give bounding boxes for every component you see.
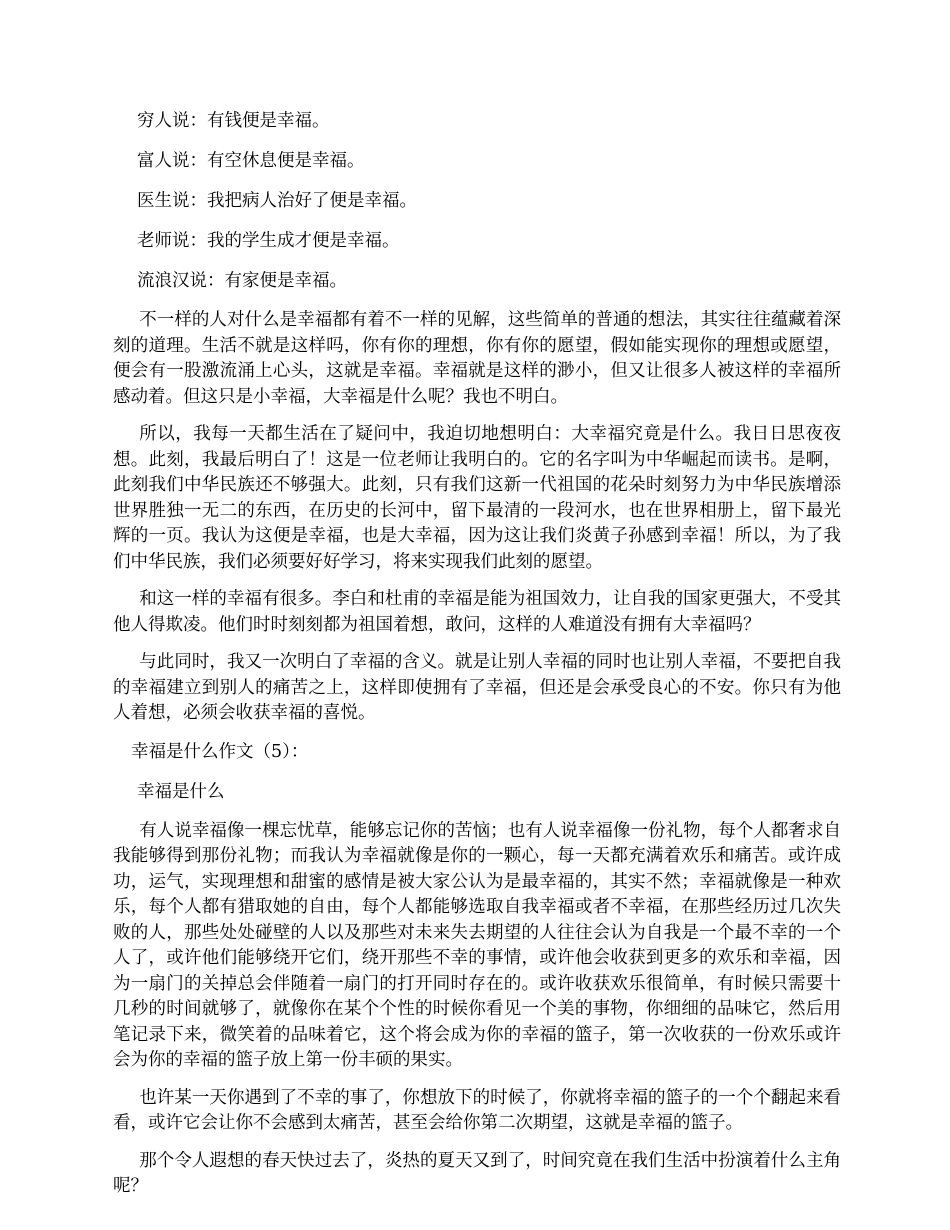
document-page	[113, 108, 841, 1212]
section-heading: 幸福是什么作文（5）：	[131, 741, 309, 762]
paragraph-5: 有人说幸福像一棵忘忧草，能够忘记你的苦恼；也有人说幸福像一份礼物，每个人都奢求自我能够得到那份礼物；而我认为幸福就像是你的一颗心，每一天都充满着欢乐和痛苦。或许成功，运气，实现理想和甜蜜的感情是被大家公认为是最幸福的，其实不然；幸福就像是一种欢乐，每个人都有猎取她的自由，每个人都能够选取自我幸福或者不幸福，在那些经历过几次失败的人，那些处处碰壁的人以及那些对未来失去期望的人往往会认为自我是一个最不幸的一个人了，或许他们能够绕开它们，绕开那些不幸的事情，或许他会收获到更多的欢乐和幸福，因为一扇门的关掉总会伴随着一扇门的打开同时存在的。或许收获欢乐很简单，有时候只需要十几秒的时间就够了，就像你在某个个性的时候你看见一个美的事物，你细细的品味它，然后用笔记录下来，微笑着的品味着它，这个将会成为你的幸福的篮子，第一次收获的一份欢乐或许会为你的幸福的篮子放上第一份丰硕的果实。	[113, 820, 841, 1070]
paragraph-6: 也许某一天你遇到了不幸的事了，你想放下的时候了，你就将幸福的篮子的一个个翻起来看看，或许它会让你不会感到太痛苦，甚至会给你第二次期望，这就是幸福的篮子。	[113, 1087, 841, 1133]
essay-title: 幸福是什么	[137, 781, 225, 802]
paragraph-4: 与此同时，我又一次明白了幸福的含义。就是让别人幸福的同时也让别人幸福，不要把自我的幸福建立到别人的痛苦之上，这样即使拥有了幸福，但还是会承受良心的不安。你只有为他人着想，必须会收获幸福的喜悦。	[113, 652, 841, 723]
paragraph-7: 那个令人遐想的春天快过去了，炎热的夏天又到了，时间究竟在我们生活中扮演着什么主角呢？	[113, 1150, 841, 1196]
paragraph-3: 和这一样的幸福有很多。李白和杜甫的幸福是能为祖国效力，让自我的国家更强大，不受其他人得欺凌。他们时时刻刻都为祖国着想，敢问，这样的人难道没有拥有大幸福吗？	[113, 589, 841, 635]
saying-vagrant: 流浪汉说：有家便是幸福。	[137, 271, 347, 291]
paragraph-2: 所以，我每一天都生活在了疑问中，我迫切地想明白：大幸福究竟是什么。我日日思夜夜想。此刻，我最后明白了！这是一位老师让我明白的。它的名字叫为中华崛起而读书。是啊，此刻我们中华民族还不够强大。此刻，只有我们这新一代祖国的花朵时刻努力为中华民族增添世界胜独一无二的东西，在历史的长河中，留下最清的一段河水，也在世界相册上，留下最光辉的一页。我认为这便是幸福，也是大幸福，因为这让我们炎黄子孙感到幸福！所以，为了我们中华民族，我们必须要好好学习，将来实现我们此刻的愿望。	[113, 424, 841, 572]
saying-poor: 穷人说：有钱便是幸福。	[137, 111, 330, 131]
saying-teacher: 老师说：我的学生成才便是幸福。	[137, 231, 400, 251]
paragraph-1: 不一样的人对什么是幸福都有着不一样的见解，这些简单的普通的想法，其实往往蕴藏着深刻的道理。生活不就是这样吗，你有你的理想，你有你的愿望，假如能实现你的理想或愿望，便会有一股激流涌上心头，这就是幸福。幸福就是这样的渺小，但又让很多人被这样的幸福所感动着。但这只是小幸福，大幸福是什么呢？我也不明白。	[113, 310, 841, 407]
saying-rich: 富人说：有空休息便是幸福。	[137, 151, 365, 171]
saying-doctor: 医生说：我把病人治好了便是幸福。	[137, 191, 417, 211]
